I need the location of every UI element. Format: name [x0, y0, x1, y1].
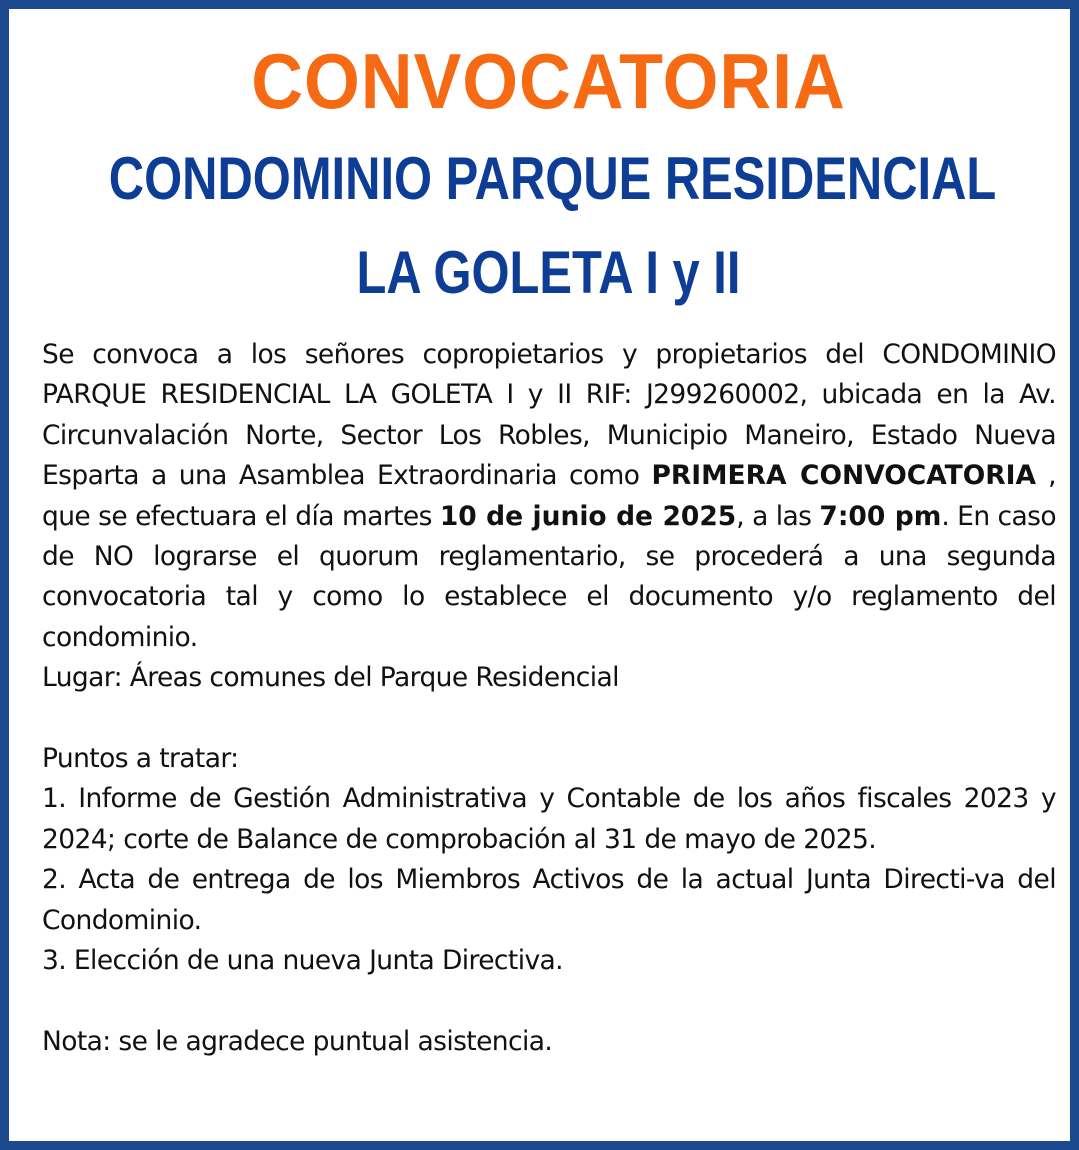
convocation-type: PRIMERA CONVOCATORIA [651, 460, 1037, 492]
agenda-item: 3. Elección de una nueva Junta Directiva. [42, 945, 564, 977]
condominium-name-line2: LA GOLETA I y II [356, 239, 741, 306]
convocation-paragraph [42, 335, 1056, 658]
text-before-date: , que se efectuara el día martes [42, 460, 1056, 532]
text-before-time: , a las [736, 500, 820, 532]
notice-title: CONVOCATORIA [251, 37, 846, 125]
meeting-time: 7:00 pm [819, 500, 942, 532]
agenda-heading: Puntos a tratar: [42, 743, 239, 775]
agenda-item: 2. Acta de entrega de los Miembros Activos de la actual Junta Directi-va del Condominio. [42, 864, 1056, 936]
spacer [42, 699, 1056, 739]
spacer [42, 981, 1056, 1021]
agenda-item: 1. Informe de Gestión Administrativa y Contable de los años fiscales 2023 y 2024; corte de Balance de comprobación al 31 de mayo de 2025. [42, 783, 1056, 855]
notice-body [42, 335, 1056, 1062]
closing-note: Nota: se le agradece puntual asistencia. [42, 1025, 553, 1057]
condominium-name-line1: CONDOMINIO PARQUE RESIDENCIAL [108, 145, 997, 212]
meeting-location: Lugar: Áreas comunes del Parque Residencial [42, 662, 619, 694]
meeting-date: 10 de junio de 2025 [439, 500, 737, 532]
text-after-time: . En caso de NO lograrse el quorum reglamentario, se procederá a una segunda convocatoria tal y como lo establece el documento y/o reglamento del condominio. [42, 500, 1056, 653]
intro-text: Se convoca a los señores copropietarios y propietarios del CONDOMINIO PARQUE RESIDENCIAL LA GOLETA I y II RIF: J299260002, ubicada en la Av. Circunvalación Norte, Sector Los Robles, Municipio Maneiro, Estado Nueva Esparta a una Asamblea Extraordinaria como [42, 339, 1056, 492]
